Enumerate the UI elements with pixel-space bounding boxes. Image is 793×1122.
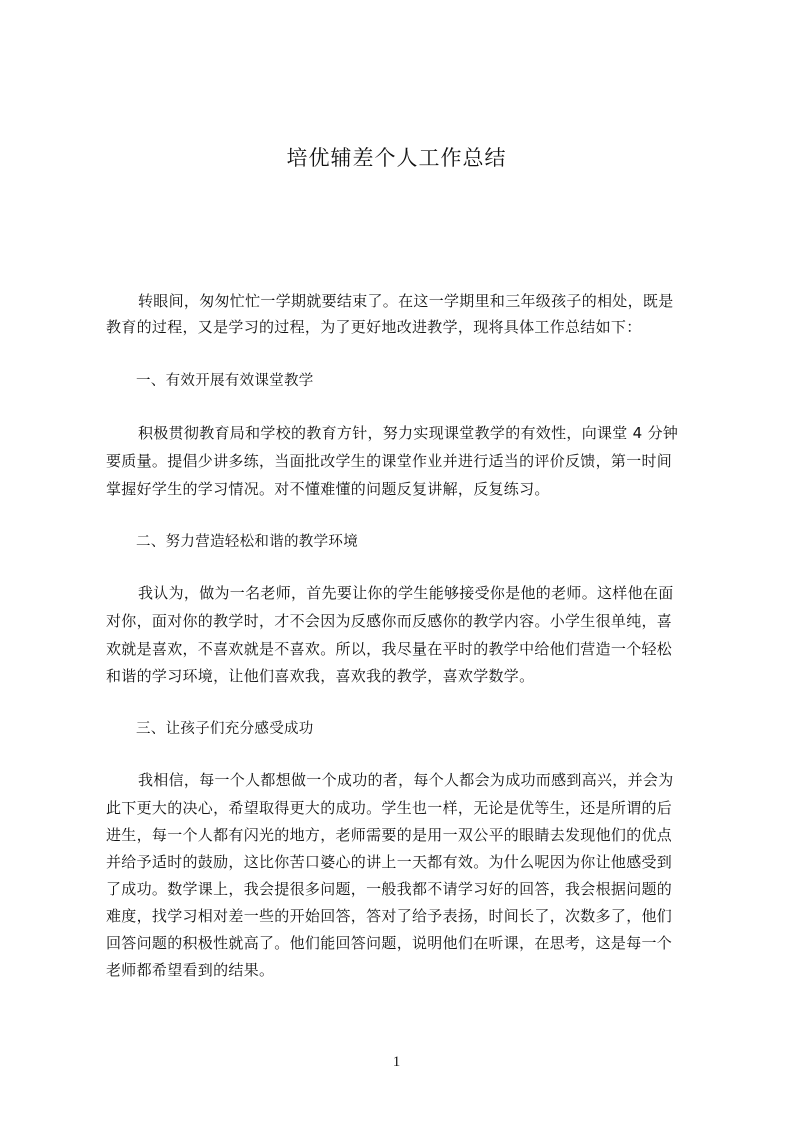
paragraph-line: 此下更大的决心，希望取得更大的成功。学生也一样，无论是优等生，还是所谓的后 (106, 799, 673, 817)
intro-line: 教育的过程，又是学习的过程，为了更好地改进教学，现将具体工作总结如下： (106, 318, 642, 336)
paragraph-line: 对你，面对你的教学时，才不会因为反感你而反感你的教学内容。小学生很单纯，喜 (106, 612, 673, 630)
paragraph-line: 老师都希望看到的结果。 (106, 961, 275, 979)
paragraph-line: 难度，找学习相对差一些的开始回答，答对了给予表扬，时间长了，次数多了，他们 (106, 907, 673, 925)
paragraph-line: 欢就是喜欢，不喜欢就是不喜欢。所以，我尽量在平时的教学中给他们营造一个轻松 (106, 640, 673, 658)
paragraph-line: 积极贯彻教育局和学校的教育方针，努力实现课堂教学的有效性，向课堂 4 分钟 (138, 424, 679, 442)
paragraph-line: 要质量。提倡少讲多练，当面批改学生的课堂作业并进行适当的评价反馈，第一时间 (106, 452, 673, 470)
paragraph-line: 我相信，每一个人都想做一个成功的者，每个人都会为成功而感到高兴，并会为 (138, 771, 674, 789)
paragraph-line: 和谐的学习环境，让他们喜欢我，喜欢我的教学，喜欢学数学。 (106, 667, 535, 685)
page-number: 1 (392, 1054, 401, 1070)
paragraph-line: 了成功。数学课上，我会提很多问题，一般我都不请学习好的回答，我会根据问题的 (106, 880, 673, 898)
paragraph-line: 进生，每一个人都有闪光的地方，老师需要的是用一双公平的眼睛去发现他们的优点 (106, 826, 673, 844)
paragraph-line: 回答问题的积极性就高了。他们能回答问题，说明他们在听课，在思考，这是每一个 (106, 934, 673, 952)
document-title: 培优辅差个人工作总结 (286, 146, 507, 170)
intro-line: 转眼间，匆匆忙忙一学期就要结束了。在这一学期里和三年级孩子的相处，既是 (138, 292, 674, 310)
paragraph-line: 并给予适时的鼓励，这比你苦口婆心的讲上一天都有效。为什么呢因为你让他感受到 (106, 853, 673, 871)
paragraph-line: 掌握好学生的学习情况。对不懂难懂的问题反复讲解，反复练习。 (106, 480, 550, 498)
section-heading: 一、有效开展有效课堂教学 (136, 373, 314, 389)
section-heading: 二、努力营造轻松和谐的教学环境 (136, 534, 358, 550)
section-heading: 三、让孩子们充分感受成功 (136, 721, 314, 737)
paragraph-line: 我认为，做为一名老师，首先要让你的学生能够接受你是他的老师。这样他在面 (138, 584, 674, 602)
